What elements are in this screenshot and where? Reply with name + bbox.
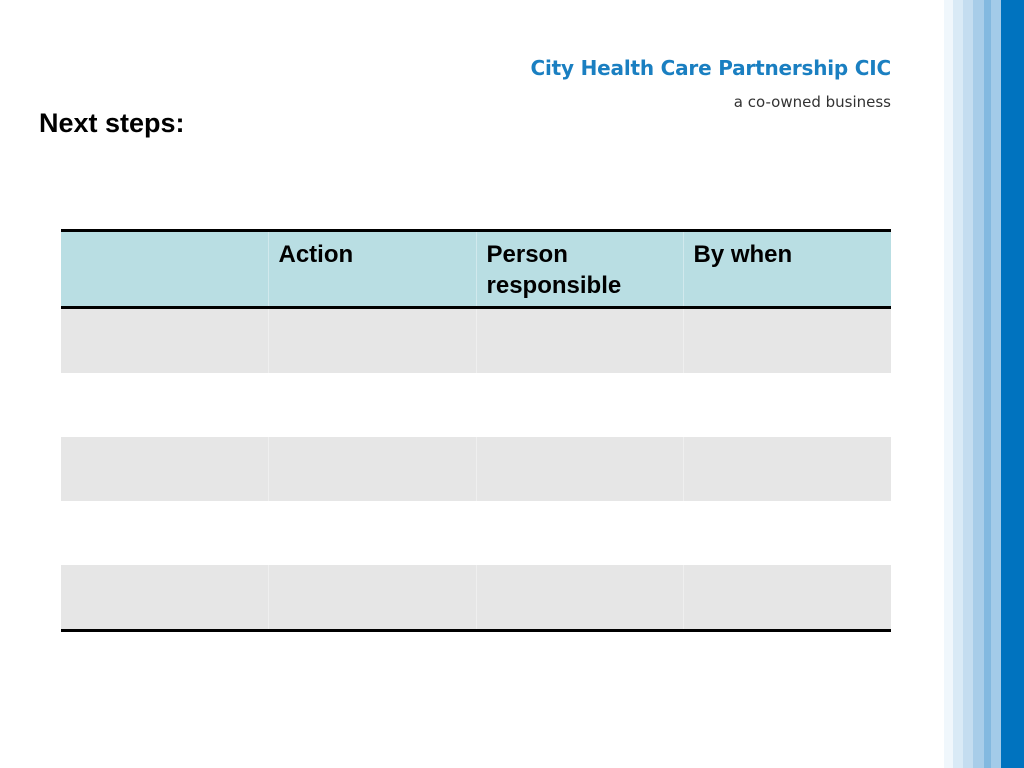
table-cell[interactable] bbox=[268, 437, 476, 501]
table-cell[interactable] bbox=[476, 501, 683, 565]
table-cell[interactable] bbox=[476, 565, 683, 631]
table-cell[interactable] bbox=[61, 308, 268, 374]
table-row bbox=[61, 373, 891, 437]
table-cell[interactable] bbox=[683, 373, 891, 437]
table-cell[interactable] bbox=[61, 501, 268, 565]
stripe-4 bbox=[973, 0, 984, 768]
stripe-6 bbox=[991, 0, 1001, 768]
stripe-3 bbox=[963, 0, 973, 768]
column-header-person-responsible-label: Person responsible bbox=[486, 241, 622, 299]
slide-title: Next steps: bbox=[39, 108, 185, 138]
table-cell[interactable] bbox=[268, 565, 476, 631]
column-header-person-responsible bbox=[476, 231, 683, 308]
column-header-by-when: By when bbox=[683, 231, 891, 308]
table-cell[interactable] bbox=[476, 437, 683, 501]
next-steps-table bbox=[61, 229, 891, 632]
stripe-7 bbox=[1001, 0, 1024, 768]
table-cell[interactable] bbox=[476, 308, 683, 374]
brand-logo-name: City Health Care Partnership CIC bbox=[530, 56, 891, 80]
table-cell[interactable] bbox=[683, 308, 891, 374]
stripe-2 bbox=[953, 0, 963, 768]
table-cell[interactable] bbox=[268, 308, 476, 374]
column-header-action: Action bbox=[268, 231, 476, 308]
table-cell[interactable] bbox=[61, 373, 268, 437]
table-cell[interactable] bbox=[683, 437, 891, 501]
brand-tagline: a co-owned business bbox=[733, 93, 891, 111]
table-cell[interactable] bbox=[268, 501, 476, 565]
table-cell[interactable] bbox=[61, 565, 268, 631]
table-cell[interactable] bbox=[683, 501, 891, 565]
table-cell[interactable] bbox=[683, 565, 891, 631]
table-header-row bbox=[61, 231, 891, 308]
column-header-blank bbox=[61, 231, 268, 308]
table-row bbox=[61, 437, 891, 501]
table-row bbox=[61, 308, 891, 374]
stripe-1 bbox=[944, 0, 953, 768]
table-cell[interactable] bbox=[268, 373, 476, 437]
table-row bbox=[61, 501, 891, 565]
table-cell[interactable] bbox=[61, 437, 268, 501]
table-cell[interactable] bbox=[476, 373, 683, 437]
table-row bbox=[61, 565, 891, 631]
decorative-stripe-panel bbox=[944, 0, 1024, 768]
stripe-5 bbox=[984, 0, 991, 768]
